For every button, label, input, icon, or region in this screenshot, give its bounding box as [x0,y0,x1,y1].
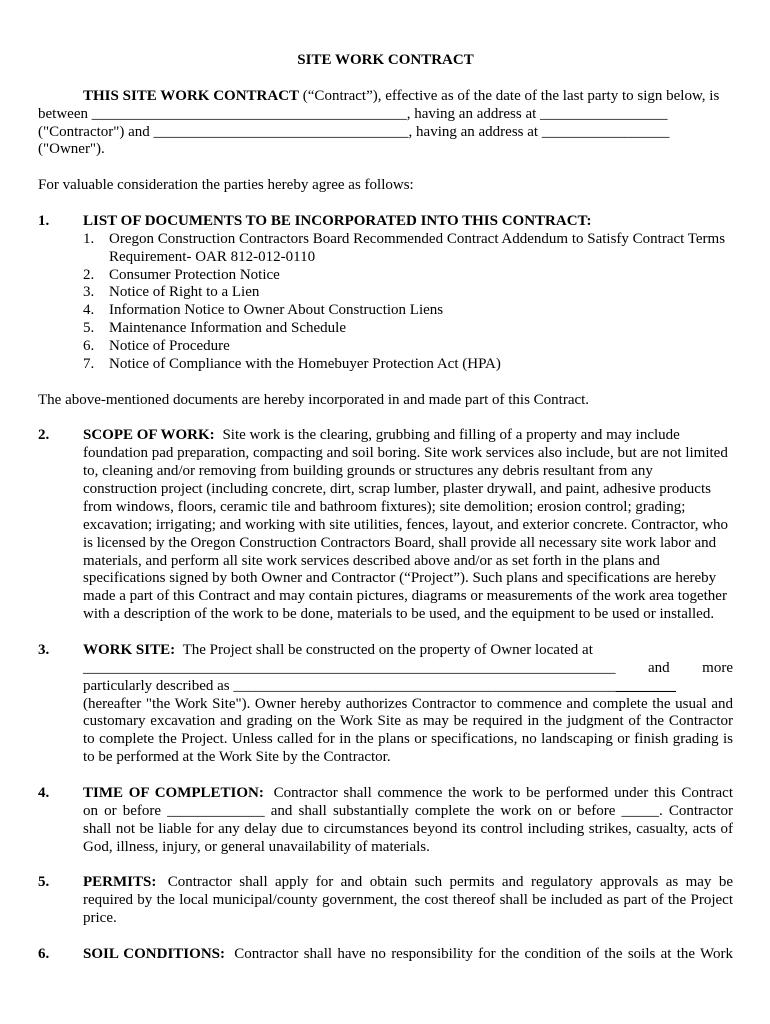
contract-body [38,52,733,964]
list-item-text: Information Notice to Owner About Construction Liens [109,302,444,319]
work-site-address-blank: _______________________________________________________________________ and more [83,659,733,676]
section-heading: PERMITS: [83,874,157,891]
list-item-text: Requirement- OAR 812-012-0110 [109,248,316,265]
paragraph-spacer [38,195,733,213]
list-number: 7. [83,355,95,372]
section-4-heading-line [38,785,733,803]
description-blank-tail: ________ [615,677,676,694]
paragraph-spacer [38,374,733,392]
section-2-line: to, cleaning and/or removing from building grounds or structures any debris resultant from any [83,463,653,480]
section-3-line: to be performed at the Work Site by the Contractor. [83,749,391,766]
section-5-heading-line [38,874,733,892]
work-site-description-line [38,678,733,696]
paragraph-spacer [38,624,733,642]
section-heading: TIME OF COMPLETION: [83,784,264,801]
document-list-item-continuation [38,249,733,267]
paragraph-spacer [38,70,733,88]
section-5-line: price. [83,910,117,926]
section-text: Contractor shall commence the work to be performed under this Contract [273,784,733,801]
document-list-item [38,231,733,249]
section-heading: SOIL CONDITIONS: [83,945,225,962]
section-2-line: foundation pad preparation, compacting and soil boring. Site work services also include, but are not limited [83,445,728,462]
intro-text: (“Contract”), effective as of the date of the last party to sign below, is [302,87,720,104]
paragraph-spacer [38,159,733,177]
section-number: 3. [38,641,50,658]
section-6-heading-line [38,946,733,964]
section-2-line: construction project (including concrete, dirt, scrap lumber, plaster drywall, and paint, adhesive products [83,481,711,497]
section-number: 2. [38,427,50,444]
document-list-item [38,302,733,320]
preamble: For valuable consideration the parties hereby agree as follows: [38,177,414,194]
section-number: 5. [38,874,50,891]
list-item-text: Consumer Protection Notice [109,266,280,283]
section-3-line: customary excavation and grading on the Work Site as may be required in the judgment of the Contractor [83,713,733,730]
section-2-line: excavation; irrigating; and working with site utilities, fences, layout, and exterior concrete. Contractor, who [83,516,729,533]
paragraph-spacer [38,767,733,785]
list-number: 1. [83,230,95,247]
intro-line: ("Owner"). [38,141,105,158]
documents-closing: The above-mentioned documents are hereby incorporated in and made part of this Contract. [38,391,590,408]
intro-line: between __________________________________________, having an address at _________________ [38,105,668,122]
section-text: Contractor shall apply for and obtain such permits and regulatory approvals as may be [167,874,733,891]
section-number: 6. [38,945,50,962]
document-list-item [38,320,733,338]
document-list-item [38,284,733,302]
section-3-line: to complete the Project. Unless called for in the plans or specifications, no landscaping or finish grading is [83,731,733,748]
section-3-heading-line [38,642,733,660]
section-2-line: with a description of the work to be done, materials to be used, and the equipment to be used or installed. [83,606,715,623]
section-2-line: from windows, floors, ceramic tile and bathroom fixtures); site demolition; erosion control; grading; [83,498,686,515]
intro-lead: THIS SITE WORK CONTRACT [83,87,300,104]
list-item-text: Oregon Construction Contractors Board Recommended Contract Addendum to Satisfy Contract Terms [109,230,726,247]
section-text: Contractor shall have no responsibility for the condition of the soils at the Work [234,945,734,962]
document-list-item [38,267,733,285]
section-2-line: is licensed by the Oregon Construction Contractors Board, shall provide all necessary site work labor and [83,534,717,551]
section-3-line: (hereafter "the Work Site"). Owner hereby authorizes Contractor to commence and complete the usual and [83,695,733,712]
intro-line [38,88,733,106]
section-2-heading-line [38,427,733,445]
list-item-text: Notice of Compliance with the Homebuyer Protection Act (HPA) [109,355,501,372]
paragraph-spacer [38,928,733,946]
list-item-text: Notice of Right to a Lien [109,284,260,301]
list-item-text: Notice of Procedure [109,338,230,354]
list-item-text: Maintenance Information and Schedule [109,320,346,337]
section-text: The Project shall be constructed on the property of Owner located at [182,641,593,658]
section-4-line: God, illness, injury, or general unavailability of materials. [83,838,430,855]
section-number: 1. [38,212,50,229]
document-list-item [38,356,733,374]
list-number: 2. [83,266,95,283]
section-heading: SCOPE OF WORK: [83,427,215,444]
section-text: particularly described as ___________________________________________________ [83,677,616,694]
section-4-line: shall not be liable for any delay due to circumstances beyond its control including strikes, casualty, acts of [83,820,733,837]
paragraph-spacer [38,856,733,874]
paragraph-spacer [38,410,733,428]
section-2-line: made a part of this Contract and may contain pictures, diagrams or measurements of the work area together [83,588,727,605]
intro-line: ("Contractor") and __________________________________, having an address at _________________ [38,123,670,140]
document-title: SITE WORK CONTRACT [297,52,474,68]
list-number: 4. [83,302,95,319]
list-number: 5. [83,320,95,337]
section-2-line: materials, and perform all site work services described above and/or as set forth in the plans and [83,552,660,569]
list-number: 3. [83,284,95,301]
section-2-line: specifications signed by both Owner and Contractor (“Project”). Such plans and specifications are hereby [83,570,717,587]
section-heading: LIST OF DOCUMENTS TO BE INCORPORATED INTO THIS CONTRACT: [83,212,592,229]
section-1-heading-line [38,213,733,231]
section-4-line: on or before _____________ and shall substantially complete the work on or before _____. Contractor [83,802,733,819]
section-number: 4. [38,784,50,801]
section-heading: WORK SITE: [83,641,176,658]
section-text: Site work is the clearing, grubbing and filling of a property and may include [222,427,680,444]
document-list-item [38,338,733,356]
section-5-line: required by the local municipal/county government, the cost thereof shall be included as part of the Project [83,892,733,909]
list-number: 6. [83,338,95,354]
